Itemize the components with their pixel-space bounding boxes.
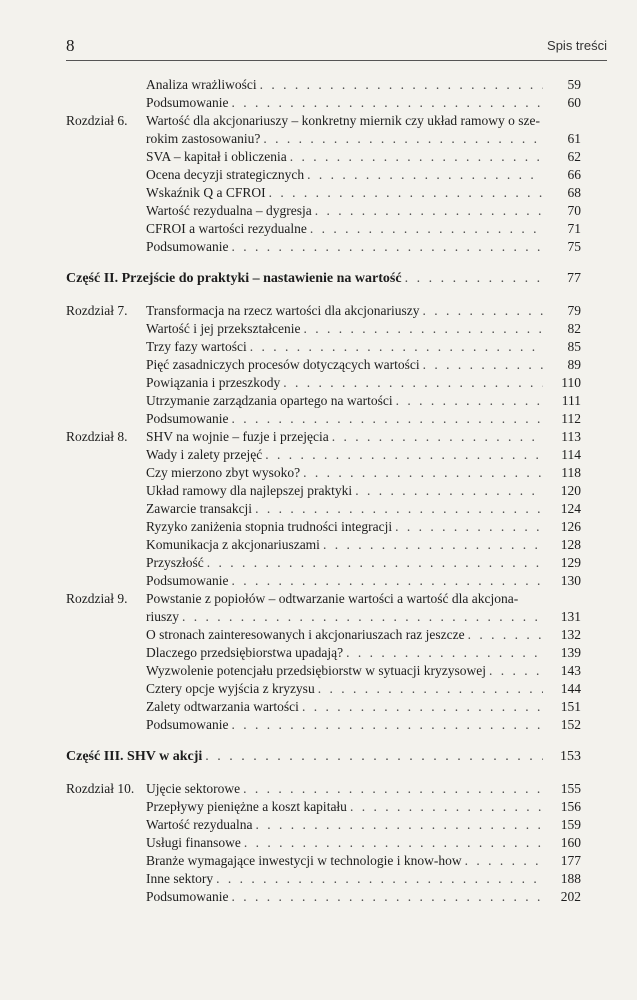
toc-entry: [146, 662, 581, 680]
dot-leader: [405, 270, 543, 288]
dot-leader: [255, 500, 543, 518]
page-ref: 113: [561, 429, 581, 444]
toc-entry: [146, 112, 581, 130]
toc-entry: [146, 716, 581, 734]
toc-section-row: [66, 76, 581, 94]
entry-title: Inne sektory: [146, 871, 214, 886]
toc-section-row: [66, 608, 581, 626]
dot-leader: [232, 888, 544, 906]
dot-leader: [468, 626, 543, 644]
toc-entry: [146, 834, 581, 852]
page-ref: 71: [567, 221, 581, 236]
entry-title: Dlaczego przedsiębiorstwa upadają?: [146, 645, 344, 660]
dot-leader: [307, 166, 543, 184]
toc-section-row: [66, 644, 581, 662]
dot-leader: [396, 392, 543, 410]
toc-section-row: [66, 482, 581, 500]
toc-entry: [146, 780, 581, 798]
dot-leader: [318, 680, 543, 698]
page-ref: 155: [560, 781, 581, 796]
toc-section-row: [66, 536, 581, 554]
toc-entry: [146, 680, 581, 698]
toc-chapter-row: [66, 590, 581, 608]
page-ref: 139: [560, 645, 581, 660]
dot-leader: [232, 410, 544, 428]
dot-leader: [232, 572, 544, 590]
page-ref: 68: [567, 185, 581, 200]
chapter-label: Rozdział 8.: [66, 429, 128, 444]
dot-leader: [332, 428, 543, 446]
dot-leader: [489, 662, 543, 680]
entry-title: Przepływy pieniężne a koszt kapitału: [146, 799, 347, 814]
dot-leader: [290, 148, 543, 166]
page-ref: 129: [560, 555, 581, 570]
toc-entry: [146, 482, 581, 500]
toc-section-row: [66, 130, 581, 148]
page-ref: 130: [560, 573, 581, 588]
entry-title: Wskaźnik Q a CFROI: [146, 185, 266, 200]
toc-part-heading: [66, 270, 581, 288]
dot-leader: [355, 482, 543, 500]
toc-section-row: [66, 148, 581, 166]
toc-entry: [146, 356, 581, 374]
page-ref: 156: [560, 799, 581, 814]
dot-leader: [323, 536, 543, 554]
toc-entry: [146, 374, 581, 392]
toc-entry: [146, 554, 581, 572]
entry-title: Wartość dla akcjonariuszy – konkretny miernik czy układ ramowy o sze-: [146, 113, 541, 128]
toc-section-row: [66, 888, 581, 906]
page-ref: 159: [560, 817, 581, 832]
toc-entry: [146, 518, 581, 536]
page-ref: 128: [560, 537, 581, 552]
dot-leader: [263, 130, 543, 148]
entry-title: Podsumowanie: [146, 411, 229, 426]
dot-leader: [303, 464, 543, 482]
page-ref: 118: [561, 465, 581, 480]
toc-entry: [146, 816, 581, 834]
entry-title: Podsumowanie: [146, 239, 229, 254]
page-ref: 62: [567, 149, 581, 164]
toc-entry: [146, 698, 581, 716]
page-ref: 75: [567, 239, 581, 254]
toc-section-row: [66, 446, 581, 464]
dot-leader: [243, 780, 543, 798]
toc-entry: [66, 270, 581, 288]
page-ref: 114: [561, 447, 581, 462]
page-ref: 152: [560, 717, 581, 732]
toc-entry: [146, 410, 581, 428]
toc-section-row: [66, 870, 581, 888]
page-ref: 82: [567, 321, 581, 336]
toc-entry: [146, 608, 581, 626]
toc-section-row: [66, 220, 581, 238]
chapter-label: Rozdział 7.: [66, 303, 128, 318]
toc-part-heading: [66, 748, 581, 766]
entry-title: SVA – kapitał i obliczenia: [146, 149, 287, 164]
toc-section-row: [66, 698, 581, 716]
page-ref: 202: [560, 889, 581, 904]
toc-entry: [66, 748, 581, 766]
header-rule: [66, 60, 607, 61]
dot-leader: [232, 716, 544, 734]
toc-section-row: [66, 202, 581, 220]
toc-chapter-row: [66, 428, 581, 446]
toc-entry: [146, 202, 581, 220]
dot-leader: [232, 94, 544, 112]
toc-section-row: [66, 410, 581, 428]
dot-leader: [260, 76, 543, 94]
page-ref: 124: [560, 501, 581, 516]
toc-entry: [146, 94, 581, 112]
toc-entry: [146, 320, 581, 338]
toc-section-row: [66, 626, 581, 644]
toc-section-row: [66, 392, 581, 410]
dot-leader: [465, 852, 543, 870]
page-ref: 188: [560, 871, 581, 886]
entry-title: Podsumowanie: [146, 573, 229, 588]
entry-title: Przyszłość: [146, 555, 204, 570]
dot-leader: [283, 374, 543, 392]
dot-leader: [310, 220, 543, 238]
toc-section-row: [66, 94, 581, 112]
page-ref: 112: [561, 411, 581, 426]
toc-entry: [146, 302, 581, 320]
entry-title: Zawarcie transakcji: [146, 501, 253, 516]
table-of-contents: [66, 76, 581, 906]
toc-entry: [146, 428, 581, 446]
page-ref: 177: [560, 853, 581, 868]
toc-section-row: [66, 572, 581, 590]
dot-leader: [423, 302, 543, 320]
entry-title: Część II. Przejście do praktyki – nastawienie na wartość: [66, 271, 402, 286]
page-ref: 59: [567, 77, 581, 92]
page-ref: 160: [560, 835, 581, 850]
entry-title: Ocena decyzji strategicznych: [146, 167, 305, 182]
toc-entry: [146, 644, 581, 662]
page-header: [66, 36, 607, 58]
page-ref: 151: [560, 699, 581, 714]
running-title: Spis treści: [547, 38, 607, 53]
toc-entry: [146, 338, 581, 356]
toc-section-row: [66, 166, 581, 184]
toc-section-row: [66, 852, 581, 870]
toc-chapter-row: [66, 302, 581, 320]
toc-entry: [146, 238, 581, 256]
toc-entry: [146, 626, 581, 644]
page-ref: 89: [567, 357, 581, 372]
page-ref: 132: [560, 627, 581, 642]
dot-leader: [250, 338, 543, 356]
entry-title: Usługi finansowe: [146, 835, 241, 850]
toc-section-row: [66, 680, 581, 698]
entry-title: Wady i zalety przejęć: [146, 447, 263, 462]
toc-entry: [146, 536, 581, 554]
entry-title: Pięć zasadniczych procesów dotyczących wartości: [146, 357, 420, 372]
page-ref: 77: [567, 271, 581, 286]
dot-leader: [346, 644, 543, 662]
entry-title: Wartość rezydualna – dygresja: [146, 203, 312, 218]
page-ref: 110: [561, 375, 581, 390]
page-ref: 131: [560, 609, 581, 624]
dot-leader: [423, 356, 543, 374]
toc-section-row: [66, 356, 581, 374]
dot-leader: [205, 748, 543, 766]
toc-section-row: [66, 518, 581, 536]
entry-title: Zalety odtwarzania wartości: [146, 699, 299, 714]
entry-title: Wartość rezydualna: [146, 817, 253, 832]
dot-leader: [269, 184, 543, 202]
page-ref: 60: [567, 95, 581, 110]
entry-title: Trzy fazy wartości: [146, 339, 247, 354]
chapter-label: Rozdział 10.: [66, 781, 135, 796]
page-ref: 144: [560, 681, 581, 696]
page-ref: 126: [560, 519, 581, 534]
page-ref: 111: [561, 393, 581, 408]
page-ref: 85: [567, 339, 581, 354]
toc-chapter-row: [66, 780, 581, 798]
dot-leader: [302, 698, 543, 716]
dot-leader: [207, 554, 543, 572]
entry-title: Podsumowanie: [146, 717, 229, 732]
toc-entry: [146, 76, 581, 94]
toc-section-row: [66, 320, 581, 338]
toc-entry: [146, 590, 581, 608]
toc-entry: [146, 798, 581, 816]
toc-section-row: [66, 500, 581, 518]
toc-entry: [146, 220, 581, 238]
page-ref: 143: [560, 663, 581, 678]
dot-leader: [232, 238, 544, 256]
toc-entry: [146, 500, 581, 518]
toc-section-row: [66, 716, 581, 734]
entry-title: CFROI a wartości rezydualne: [146, 221, 307, 236]
toc-section-row: [66, 798, 581, 816]
chapter-label: Rozdział 9.: [66, 591, 128, 606]
toc-entry: [146, 130, 581, 148]
toc-entry: [146, 148, 581, 166]
entry-title: Układ ramowy dla najlepszej praktyki: [146, 483, 353, 498]
page-ref: 66: [567, 167, 581, 182]
toc-entry: [146, 166, 581, 184]
toc-entry: [146, 392, 581, 410]
toc-section-row: [66, 184, 581, 202]
toc-section-row: [66, 338, 581, 356]
chapter-label: Rozdział 6.: [66, 113, 128, 128]
entry-title: Wyzwolenie potencjału przedsiębiorstw w sytuacji kryzysowej: [146, 663, 486, 678]
dot-leader: [255, 816, 543, 834]
dot-leader: [216, 870, 543, 888]
page-ref: 70: [567, 203, 581, 218]
entry-title: Wartość i jej przekształcenie: [146, 321, 301, 336]
entry-title: Transformacja na rzecz wartości dla akcjonariuszy: [146, 303, 420, 318]
toc-entry: [146, 446, 581, 464]
entry-title: O stronach zainteresowanych i akcjonariuszach raz jeszcze: [146, 627, 465, 642]
entry-title: riuszy: [146, 609, 179, 624]
dot-leader: [315, 202, 543, 220]
entry-title: Ryzyko zaniżenia stopnia trudności integracji: [146, 519, 393, 534]
toc-entry: [146, 852, 581, 870]
dot-leader: [244, 834, 543, 852]
entry-title: SHV na wojnie – fuzje i przejęcia: [146, 429, 329, 444]
toc-section-row: [66, 238, 581, 256]
entry-title: Branże wymagające inwestycji w technologie i know-how: [146, 853, 462, 868]
page-ref: 79: [567, 303, 581, 318]
toc-entry: [146, 184, 581, 202]
toc-entry: [146, 464, 581, 482]
dot-leader: [303, 320, 543, 338]
dot-leader: [182, 608, 543, 626]
toc-entry: [146, 888, 581, 906]
page-ref: 61: [567, 131, 581, 146]
dot-leader: [395, 518, 543, 536]
toc-section-row: [66, 816, 581, 834]
toc-entry: [146, 572, 581, 590]
dot-leader: [265, 446, 543, 464]
entry-title: Utrzymanie zarządzania opartego na wartości: [146, 393, 393, 408]
entry-title: Analiza wrażliwości: [146, 77, 257, 92]
entry-title: Podsumowanie: [146, 95, 229, 110]
toc-section-row: [66, 464, 581, 482]
toc-section-row: [66, 374, 581, 392]
dot-leader: [350, 798, 543, 816]
entry-title: Ujęcie sektorowe: [146, 781, 241, 796]
entry-title: Część III. SHV w akcji: [66, 749, 203, 764]
entry-title: rokim zastosowaniu?: [146, 131, 261, 146]
entry-title: Podsumowanie: [146, 889, 229, 904]
page-ref: 153: [560, 749, 581, 764]
entry-title: Komunikacja z akcjonariuszami: [146, 537, 320, 552]
entry-title: Powiązania i przeszkody: [146, 375, 281, 390]
toc-section-row: [66, 662, 581, 680]
entry-title: Czy mierzono zbyt wysoko?: [146, 465, 301, 480]
toc-chapter-row: [66, 112, 581, 130]
entry-title: Cztery opcje wyjścia z kryzysu: [146, 681, 315, 696]
page-number: 8: [66, 36, 75, 55]
page-ref: 120: [560, 483, 581, 498]
toc-section-row: [66, 834, 581, 852]
entry-title: Powstanie z popiołów – odtwarzanie wartości a wartość dla akcjona-: [146, 591, 519, 606]
toc-section-row: [66, 554, 581, 572]
toc-entry: [146, 870, 581, 888]
